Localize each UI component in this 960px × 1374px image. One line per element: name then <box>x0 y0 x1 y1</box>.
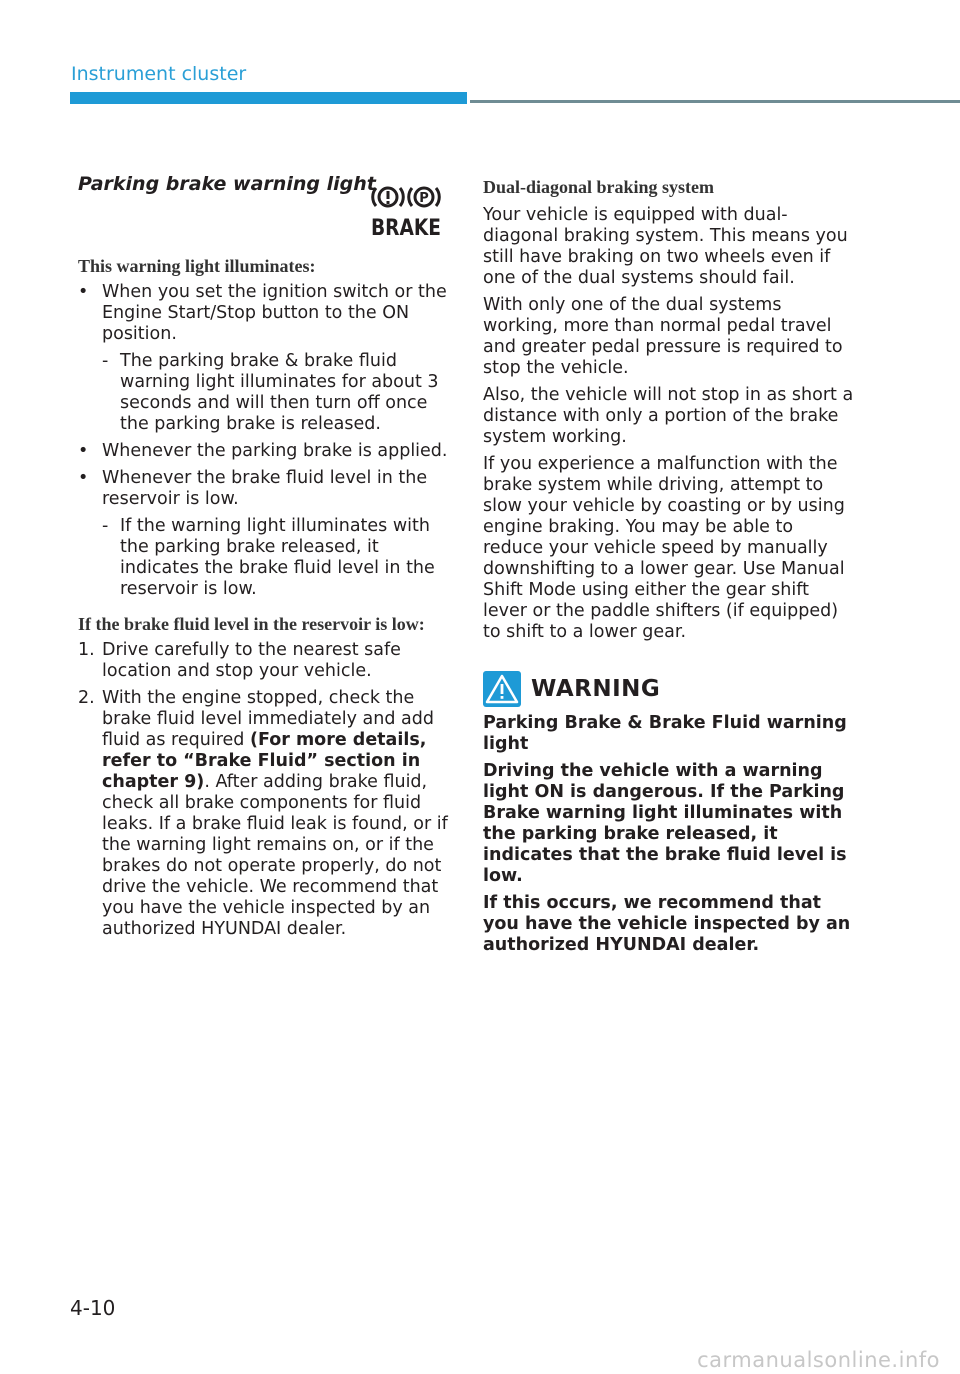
paragraph: Your vehicle is equipped with dual-diagonal braking system. This means you still have braking on two wheels even if one of the dual systems should fail. <box>483 205 848 288</box>
header-divider-line <box>470 100 960 103</box>
paragraph: If you experience a malfunction with the brake system while driving, attempt to slow your vehicle by coasting or by using engine braking. You may be able to reduce your vehicle speed by manually downshifting to a lower gear. Use Manual Shift Mode using either the gear shift lever or the paddle shifters (if equipped) to shift to a lower gear. <box>483 454 845 642</box>
watermark: carmanualsonline.info <box>697 1348 940 1372</box>
sub-list-item-text: If the warning light illuminates with the parking brake released, it indicates the brake fluid level in the reservoir is low. <box>120 516 435 599</box>
illuminate-conditions-list <box>78 282 450 600</box>
right-column <box>483 177 855 962</box>
subheading-low-fluid: If the brake fluid level in the reservoir is low: <box>78 614 425 634</box>
list-item <box>78 282 450 435</box>
step-text: With the engine stopped, check the brake fluid level immediately and add fluid as required <box>102 688 434 750</box>
svg-text:P: P <box>419 191 429 206</box>
warning-text: If this occurs, we recommend that you have the vehicle inspected by an authorized HYUNDAI dealer. <box>483 893 851 955</box>
dash-icon: - <box>102 516 109 536</box>
sub-list-item <box>78 516 450 600</box>
bullet-icon: • <box>78 282 89 302</box>
bullet-icon: • <box>78 468 89 488</box>
warning-title: WARNING <box>531 675 661 702</box>
sub-list-item-text: The parking brake & brake fluid warning light illuminates for about 3 seconds and will then turn off once the parking brake is released. <box>120 351 439 434</box>
sub-list <box>78 351 450 435</box>
list-item <box>78 468 450 600</box>
warning-triangle-icon <box>483 671 521 707</box>
sub-list-item <box>78 351 450 435</box>
bullet-icon: • <box>78 441 89 461</box>
section-header-title: Instrument cluster <box>71 63 247 85</box>
subheading-illuminates: This warning light illuminates: <box>78 256 316 276</box>
subheading-dual-diagonal: Dual-diagonal braking system <box>483 177 715 197</box>
list-item <box>78 441 450 462</box>
list-item-text: Whenever the brake fluid level in the reservoir is low. <box>102 468 428 509</box>
paragraph: Also, the vehicle will not stop in as short a distance with only a portion of the brake system working. <box>483 385 854 447</box>
step-number: 1. <box>78 640 95 660</box>
brake-icon-label: BRAKE <box>371 216 441 241</box>
brake-warning-icon <box>370 183 442 241</box>
step-text: Drive carefully to the nearest safe location and stop your vehicle. <box>102 640 401 681</box>
warning-text: Driving the vehicle with a warning light ON is dangerous. If the Parking Brake warning light illuminates with the parking brake released, it indicates that the brake fluid level is low. <box>483 761 847 886</box>
low-fluid-steps <box>78 640 450 940</box>
paragraph: With only one of the dual systems working, more than normal pedal travel and greater pedal pressure is required to stop the vehicle. <box>483 295 843 378</box>
left-column <box>78 172 450 946</box>
dash-icon: - <box>102 351 109 371</box>
warning-box <box>483 671 855 956</box>
step-item <box>78 688 450 940</box>
step-reference: (For more details, refer to “Brake Fluid” section in chapter 9) <box>102 730 427 792</box>
step-number: 2. <box>78 688 95 708</box>
page-number: 4-10 <box>70 1296 116 1320</box>
section-title: Parking brake warning light <box>78 173 376 195</box>
warning-heading: Parking Brake & Brake Fluid warning light <box>483 713 847 754</box>
header-accent-bar <box>70 92 467 104</box>
list-item-text: When you set the ignition switch or the Engine Start/Stop button to the ON position. <box>102 282 447 344</box>
step-item <box>78 640 450 682</box>
sub-list <box>78 516 450 600</box>
list-item-text: Whenever the parking brake is applied. <box>102 441 448 461</box>
step-text-cont: . After adding brake fluid, check all brake components for fluid leaks. If a brake fluid leak is found, or if the warning light remains on, or if the brakes do not operate properly, do not drive the vehicle. We recommend that you have the vehicle inspected by an authorized HYUNDAI dealer. <box>102 772 448 939</box>
warning-header <box>483 671 855 707</box>
